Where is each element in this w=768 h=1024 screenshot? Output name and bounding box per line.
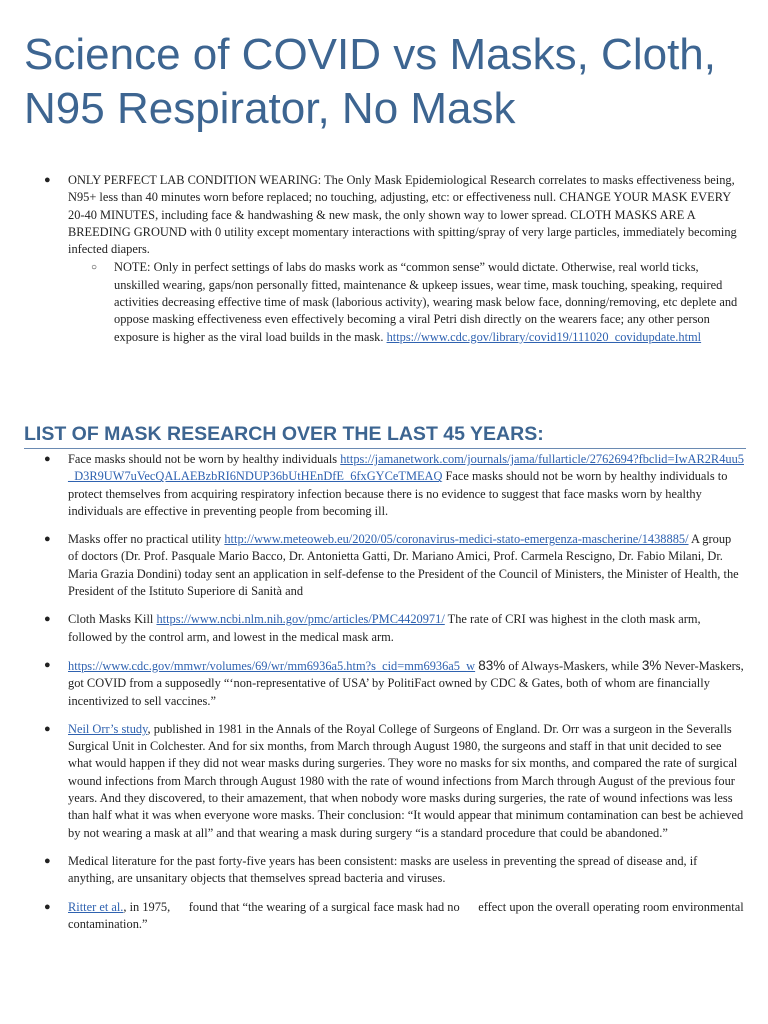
cdc-update-link[interactable]: https://www.cdc.gov/library/covid19/111020_covidupdate.html bbox=[386, 329, 702, 344]
list-item bbox=[24, 531, 744, 600]
intro-bullet-text: ONLY PERFECT LAB CONDITION WEARING: The Only Mask Epidemiological Research correlates to masks effectiveness being, N95+ less than 40 minutes worn before replaced; no touching, adjusting, etc: or effectiveness null. CHANGE YOUR MASK EVERY 20-40 MINUTES, including face & handwashing & new mask, the only shown way to lower spread. CLOTH MASKS ARE A BREEDING GROUND with 0 utility except momentary interactions with spitting/spray of very large particles, immediately becoming infected diapers. bbox=[68, 173, 737, 257]
bullet-icon: ● bbox=[44, 854, 51, 867]
bullet-icon: ● bbox=[44, 453, 51, 465]
item-text: Face masks should not be worn by healthy individuals to protect themselves from acquiring respiratory infection because there is no evidence to suggest that face masks worn by healthy individuals are effective in preventing people from becoming ill. bbox=[68, 469, 728, 518]
item-text: , in 1975, found that “the wearing of a surgical face mask had no effect upon the overall operating room environmental contamination.” bbox=[68, 899, 744, 931]
item-text: A group of doctors (Dr. Prof. Pasquale Mario Bacco, Dr. Antonietta Gatti, Dr. Mariano Amici, Prof. Carmela Rescigno, Dr. Fabio Milani, Dr. Maria Grazia Dondini) today sent an application in self-defense to the President of the Council of Ministers, the Minister of Health, the President of the Istituto Superiore di Sanità and bbox=[68, 532, 739, 599]
item-text: Never-Maskers, got COVID from a supposedly “‘non-representative of USA’ by PolitiFact owned by CDC & Gates, both of whom are financially incentivized to sell vaccines.” bbox=[68, 658, 744, 708]
page-title: Science of COVID vs Masks, Cloth, N95 Respirator, No Mask bbox=[24, 30, 716, 133]
bullet-icon: ● bbox=[44, 658, 51, 671]
list-item bbox=[24, 899, 744, 934]
list-item bbox=[24, 451, 744, 520]
always-maskers-percent: 83% bbox=[478, 657, 506, 673]
list-item bbox=[24, 721, 744, 842]
meteoweb-link[interactable]: http://www.meteoweb.eu/2020/05/coronavirus-medici-stato-emergenza-mascherine/1438885/ bbox=[224, 532, 689, 547]
item-text: of Always-Maskers, while bbox=[505, 658, 642, 673]
item-text: , published in 1981 in the Annals of the Royal College of Surgeons of England. Dr. Orr was a surgeon in the Severalls Surgical Unit in Colchester. And for six months, from March through August 1980, the surgeons and staff in that unit decided to see what would happen if they did not wear masks during surgeries. They wore no masks for six months, and compared the rate of surgical wound infections from March through August 1980 with the rate of wound infections from March through August of the previous four years. And they discovered, to their amazement, that when nobody wore masks during surgeries, the rate of wound infections was less than half what it was when everyone wore masks. Their conclusion: “It would appear that minimum contamination can best be achieved by not wearing a mask at all” and that wearing a mask during surgery “is a standard procedure that could be abandoned.” bbox=[68, 721, 744, 840]
jama-link[interactable]: https://jamanetwork.com/journals/jama/fullarticle/2762694?fbclid=IwAR2R4uu5_D3R9UW7uVecQALAEBzbRI6NDUP36bUtHEnDfE_6fxGYCeTMEAQ bbox=[68, 452, 744, 484]
list-item bbox=[24, 853, 744, 888]
bullet-icon: ● bbox=[44, 174, 51, 186]
ritter-link[interactable]: Ritter et al. bbox=[68, 899, 124, 914]
bullet-icon: ● bbox=[44, 613, 51, 626]
research-list bbox=[24, 451, 744, 944]
bullet-icon: ● bbox=[44, 900, 51, 913]
list-item bbox=[24, 611, 744, 646]
intro-note bbox=[24, 259, 744, 345]
ncbi-link[interactable]: https://www.ncbi.nlm.nih.gov/pmc/articles/PMC4420971/ bbox=[156, 612, 445, 627]
orr-study-link[interactable]: Neil Orr’s study bbox=[68, 721, 148, 736]
item-text: The rate of CRI was highest in the cloth mask arm, followed by the control arm, and lowest in the medical mask arm. bbox=[68, 612, 701, 644]
item-text: Medical literature for the past forty-five years has been consistent: masks are useless in preventing the spread of disease and, if anything, are unsanitary objects that themselves spread bacteria and viruses. bbox=[68, 853, 698, 886]
section-heading: LIST OF MASK RESEARCH OVER THE LAST 45 YEARS: bbox=[24, 422, 746, 449]
item-lead: Cloth Masks Kill bbox=[68, 612, 157, 627]
cdc-mmwr-link[interactable]: https://www.cdc.gov/mmwr/volumes/69/wr/mm6936a5.htm?s_cid=mm6936a5_w bbox=[68, 658, 476, 673]
sub-bullet-icon: ○ bbox=[91, 262, 98, 274]
list-item bbox=[24, 657, 744, 710]
item-lead: Masks offer no practical utility bbox=[68, 532, 222, 547]
bullet-icon: ● bbox=[44, 533, 51, 546]
never-maskers-percent: 3% bbox=[641, 657, 662, 673]
item-lead: Face masks should not be worn by healthy individuals bbox=[68, 452, 338, 466]
intro-bullet bbox=[24, 172, 744, 258]
intro-section bbox=[24, 172, 744, 346]
intro-note-text: NOTE: Only in perfect settings of labs do masks work as “common sense” would dictate. Otherwise, real world ticks, unskilled wearing, gaps/non personally fitted, maintenance & upkeep issues, wear time, mask touching, speaking, required activities decreasing effective time of mask (laborious activity), wearing mask below face, donning/removing, etc deplete and oppose masking effectiveness even effectively becoming a viral Petri dish directly on the wearers face; any other person exposure is higher as the viral load builds in the mask. bbox=[114, 260, 738, 344]
bullet-icon: ● bbox=[44, 722, 51, 735]
